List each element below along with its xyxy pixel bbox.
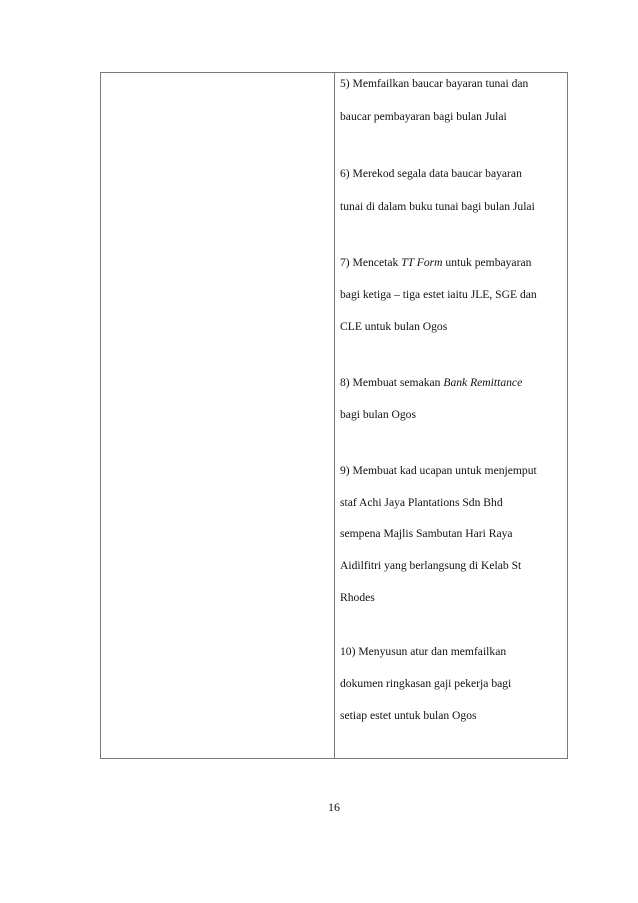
task-item-5-line-1: 5) Memfailkan baucar bayaran tunai dan <box>340 77 529 90</box>
task-item-7-line-3: CLE untuk bulan Ogos <box>340 320 448 333</box>
task-item-8-text-a: 8) Membuat semakan <box>340 376 444 389</box>
task-item-5-line-2: baucar pembayaran bagi bulan Julai <box>340 110 507 123</box>
page-number: 16 <box>328 800 340 814</box>
task-item-9-line-2: staf Achi Jaya Plantations Sdn Bhd <box>340 496 503 509</box>
task-table <box>100 72 568 759</box>
task-item-7-line-1 <box>340 256 531 270</box>
task-item-8-line-1 <box>340 376 522 390</box>
task-item-10-line-3: setiap estet untuk bulan Ogos <box>340 709 477 722</box>
task-item-6-line-2: tunai di dalam buku tunai bagi bulan Julai <box>340 200 535 213</box>
task-item-8-line-2: bagi bulan Ogos <box>340 408 416 421</box>
task-item-8-italic-bank-remittance: Bank Remittance <box>443 376 523 389</box>
task-item-7-line-2: bagi ketiga – tiga estet iaitu JLE, SGE dan <box>340 288 537 301</box>
table-left-cell <box>101 73 334 758</box>
task-item-9-line-3: sempena Majlis Sambutan Hari Raya <box>340 527 513 540</box>
task-item-9-line-1: 9) Membuat kad ucapan untuk menjemput <box>340 464 537 477</box>
task-item-7-text-a: 7) Mencetak <box>340 256 402 269</box>
task-item-7-italic-tt-form: TT Form <box>401 256 443 269</box>
task-item-9-line-5: Rhodes <box>340 591 375 604</box>
task-item-7-text-b: untuk pembayaran <box>442 256 532 269</box>
task-item-6-line-1: 6) Merekod segala data baucar bayaran <box>340 167 522 180</box>
task-item-10-line-1: 10) Menyusun atur dan memfailkan <box>340 645 507 658</box>
task-item-10-line-2: dokumen ringkasan gaji pekerja bagi <box>340 677 512 690</box>
table-right-cell <box>335 73 567 758</box>
task-item-9-line-4: Aidilfitri yang berlangsung di Kelab St <box>340 559 522 572</box>
